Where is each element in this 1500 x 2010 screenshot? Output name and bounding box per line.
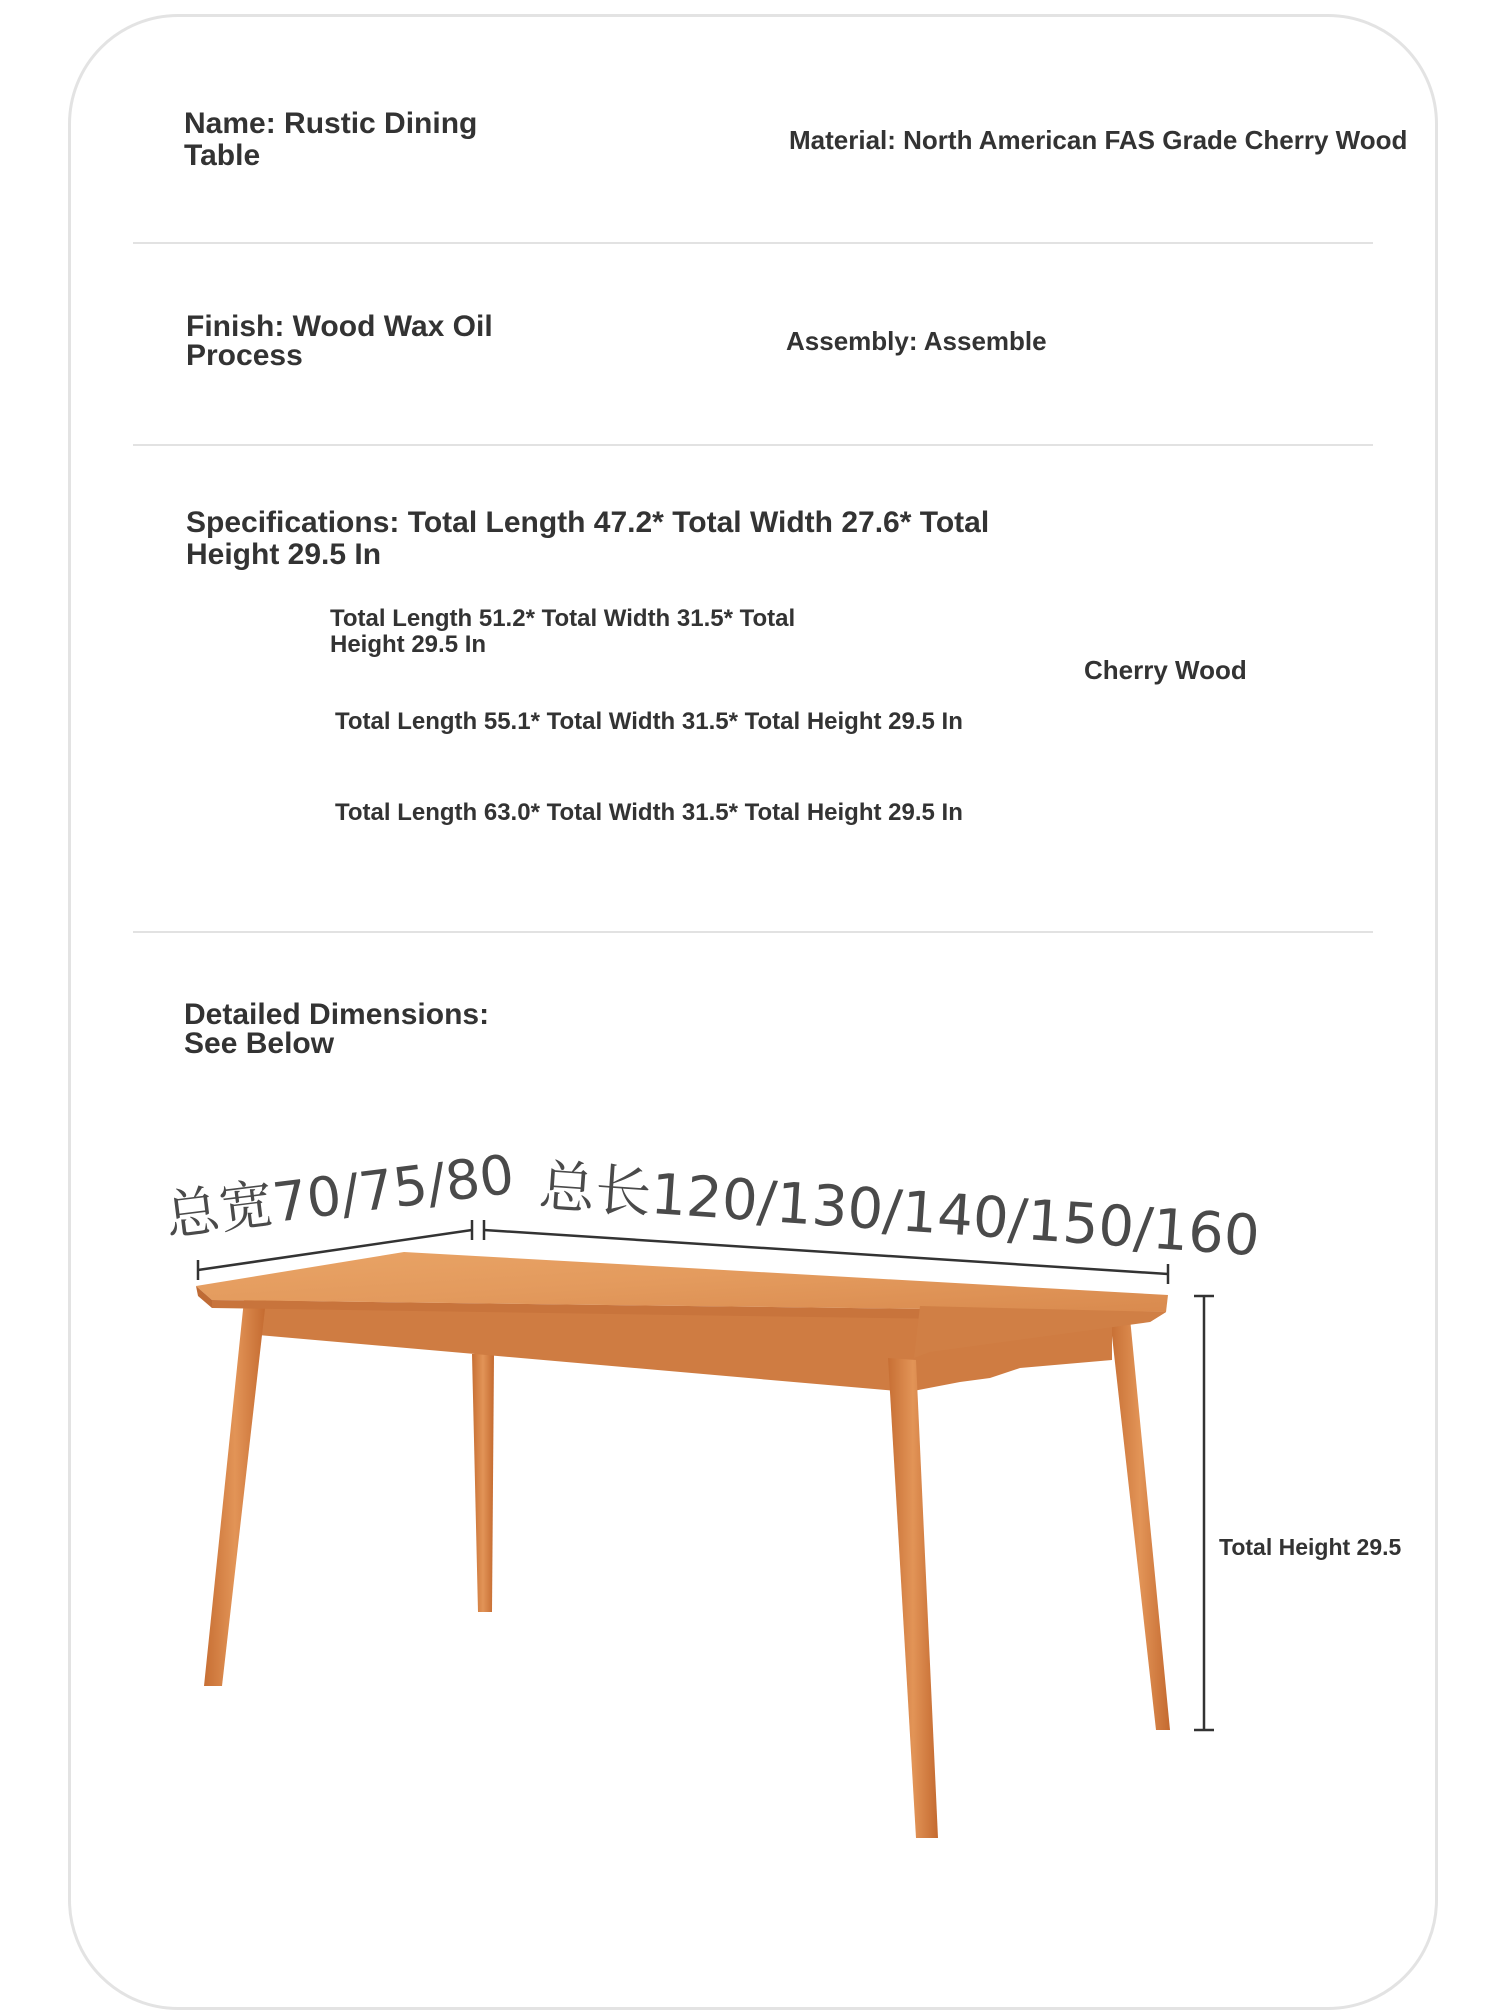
height-dimension-label: Total Height 29.5 [1219, 1534, 1402, 1560]
dining-table-illustration [196, 1252, 1170, 1838]
spec-option-3: Total Length 63.0* Total Width 31.5* Total Height 29.5 In [335, 799, 963, 826]
spec-option-1: Total Length 51.2* Total Width 31.5* Total Height 29.5 In [330, 605, 796, 659]
specifications-title: Specifications: Total Length 47.2* Total Width 27.6* Total Height 29.5 In [186, 506, 990, 572]
length-dimension-label: 总长120/130/140/150/160 [537, 1154, 1262, 1270]
height-dimension-line [1194, 1296, 1214, 1730]
product-finish: Finish: Wood Wax Oil Process [186, 310, 493, 372]
detailed-dimensions-title: Detailed Dimensions: See Below [184, 998, 490, 1060]
spec-option-2: Total Length 55.1* Total Width 31.5* Total Height 29.5 In [335, 708, 963, 735]
product-assembly: Assembly: Assemble [786, 326, 1047, 356]
product-material: Material: North American FAS Grade Cherry Wood [789, 125, 1408, 155]
spec-wood: Cherry Wood [1084, 655, 1247, 685]
width-dimension-label: 总宽70/75/80 [161, 1142, 518, 1248]
product-name: Name: Rustic Dining Table [184, 107, 478, 173]
